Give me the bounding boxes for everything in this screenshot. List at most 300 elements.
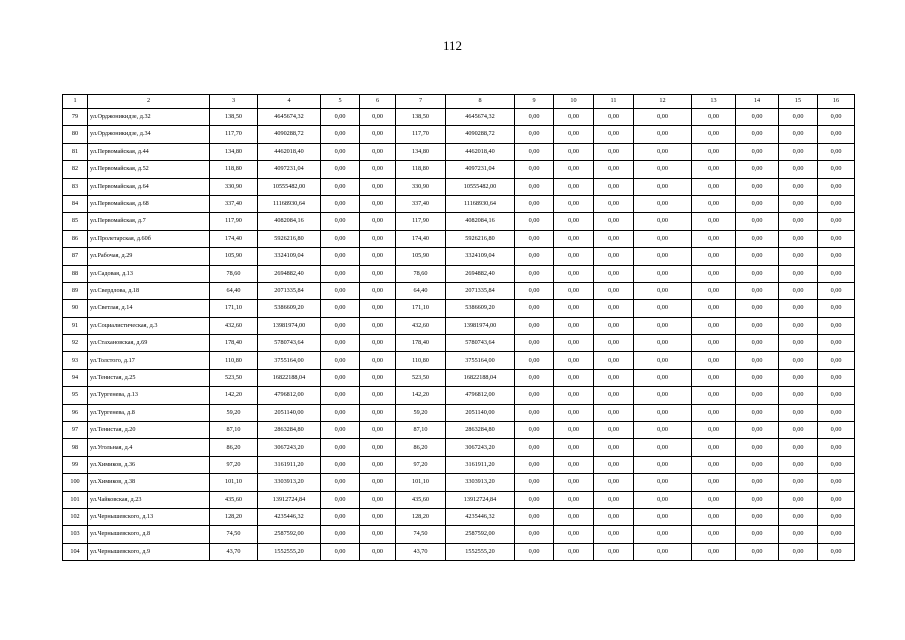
- table-cell: 0,00: [554, 335, 594, 352]
- table-cell: 128,20: [396, 508, 446, 525]
- table-cell: 0,00: [634, 282, 692, 299]
- table-cell: 0,00: [321, 456, 360, 473]
- table-cell: 0,00: [360, 404, 396, 421]
- table-cell: 13912724,84: [446, 491, 515, 508]
- table-cell: 0,00: [634, 439, 692, 456]
- table-cell: 0,00: [692, 213, 736, 230]
- table-row: [63, 126, 855, 143]
- table-cell: 0,00: [594, 143, 634, 160]
- table-cell: 92: [63, 335, 88, 352]
- column-header: 9: [515, 95, 554, 109]
- table-cell: 91: [63, 317, 88, 334]
- table-cell: 4462018,40: [446, 143, 515, 160]
- table-cell: 59,20: [396, 404, 446, 421]
- address-cell: ул.Химиков, д.38: [88, 474, 210, 491]
- address-cell: ул.Чернышевского, д.13: [88, 508, 210, 525]
- table-cell: 4462018,40: [258, 143, 321, 160]
- address-cell: ул.Чернышевского, д.8: [88, 526, 210, 543]
- table-cell: 0,00: [594, 126, 634, 143]
- table-cell: 0,00: [736, 456, 779, 473]
- table-row: [63, 161, 855, 178]
- address-cell: ул.Садовая, д.13: [88, 265, 210, 282]
- table-cell: 3303913,20: [446, 474, 515, 491]
- table-cell: 0,00: [736, 404, 779, 421]
- table-cell: 0,00: [515, 126, 554, 143]
- table-cell: 0,00: [692, 422, 736, 439]
- table-cell: 174,40: [210, 230, 258, 247]
- table-cell: 2071335,84: [258, 282, 321, 299]
- table-cell: 178,40: [396, 335, 446, 352]
- table-cell: 86,20: [396, 439, 446, 456]
- table-cell: 0,00: [779, 422, 818, 439]
- table-cell: 0,00: [692, 300, 736, 317]
- address-cell: ул.Тенистая, д.25: [88, 369, 210, 386]
- table-cell: 0,00: [634, 300, 692, 317]
- table-cell: 0,00: [818, 526, 855, 543]
- table-cell: 4090288,72: [446, 126, 515, 143]
- table-cell: 0,00: [779, 109, 818, 126]
- column-header: 7: [396, 95, 446, 109]
- table-cell: 0,00: [594, 474, 634, 491]
- table-cell: 0,00: [692, 126, 736, 143]
- table-cell: 0,00: [594, 317, 634, 334]
- table-cell: 78,60: [210, 265, 258, 282]
- table-cell: 0,00: [515, 439, 554, 456]
- table-cell: 0,00: [736, 126, 779, 143]
- table-cell: 0,00: [736, 422, 779, 439]
- table-cell: 0,00: [360, 213, 396, 230]
- table-cell: 0,00: [360, 161, 396, 178]
- table-cell: 0,00: [736, 300, 779, 317]
- table-cell: 3303913,20: [258, 474, 321, 491]
- table-cell: 142,20: [396, 387, 446, 404]
- address-cell: ул.Первомайская, д.52: [88, 161, 210, 178]
- column-header: 14: [736, 95, 779, 109]
- table-cell: 0,00: [736, 474, 779, 491]
- table-cell: 0,00: [321, 178, 360, 195]
- table-cell: 96: [63, 404, 88, 421]
- table-cell: 0,00: [692, 195, 736, 212]
- table-cell: 0,00: [818, 109, 855, 126]
- table-cell: 13981974,00: [258, 317, 321, 334]
- table-cell: 0,00: [515, 178, 554, 195]
- table-cell: 0,00: [594, 213, 634, 230]
- table-cell: 0,00: [736, 369, 779, 386]
- table-cell: 110,80: [210, 352, 258, 369]
- table-cell: 0,00: [818, 369, 855, 386]
- table-cell: 0,00: [818, 387, 855, 404]
- table-cell: 0,00: [736, 526, 779, 543]
- table-row: [63, 491, 855, 508]
- table-row: [63, 143, 855, 160]
- table-cell: 0,00: [634, 369, 692, 386]
- table-cell: 0,00: [554, 543, 594, 560]
- table-cell: 0,00: [360, 178, 396, 195]
- table-cell: 0,00: [594, 543, 634, 560]
- table-cell: 0,00: [736, 543, 779, 560]
- table-cell: 0,00: [736, 109, 779, 126]
- table-cell: 0,00: [321, 143, 360, 160]
- table-cell: 0,00: [360, 508, 396, 525]
- address-cell: ул.Чайковская, д.23: [88, 491, 210, 508]
- table-cell: 0,00: [321, 526, 360, 543]
- table-cell: 13912724,84: [258, 491, 321, 508]
- column-header: 3: [210, 95, 258, 109]
- table-cell: 134,80: [396, 143, 446, 160]
- table-row: [63, 439, 855, 456]
- column-header: 11: [594, 95, 634, 109]
- table-cell: 82: [63, 161, 88, 178]
- table-cell: 0,00: [692, 491, 736, 508]
- table-cell: 0,00: [818, 474, 855, 491]
- table-cell: 101,10: [210, 474, 258, 491]
- table-cell: 0,00: [321, 404, 360, 421]
- table-cell: 0,00: [634, 352, 692, 369]
- table-cell: 0,00: [818, 335, 855, 352]
- table-cell: 0,00: [736, 265, 779, 282]
- table-cell: 0,00: [818, 230, 855, 247]
- table-cell: 0,00: [692, 369, 736, 386]
- table-cell: 523,50: [210, 369, 258, 386]
- table-cell: 0,00: [594, 265, 634, 282]
- table-cell: 0,00: [554, 248, 594, 265]
- table-cell: 138,50: [396, 109, 446, 126]
- address-cell: ул.Стахановская, д.69: [88, 335, 210, 352]
- table-cell: 0,00: [779, 282, 818, 299]
- table-cell: 0,00: [360, 474, 396, 491]
- table-cell: 0,00: [779, 335, 818, 352]
- table-cell: 87: [63, 248, 88, 265]
- table-cell: 43,70: [396, 543, 446, 560]
- table-cell: 87,10: [396, 422, 446, 439]
- table-row: [63, 404, 855, 421]
- table-cell: 0,00: [554, 456, 594, 473]
- table-cell: 86: [63, 230, 88, 247]
- table-cell: 0,00: [634, 526, 692, 543]
- table-cell: 117,70: [210, 126, 258, 143]
- table-cell: 0,00: [818, 213, 855, 230]
- table-cell: 0,00: [554, 439, 594, 456]
- table-cell: 110,80: [396, 352, 446, 369]
- table-row: [63, 508, 855, 525]
- table-cell: 0,00: [779, 143, 818, 160]
- table-cell: 0,00: [634, 508, 692, 525]
- address-cell: ул.Пролетарская, д.60б: [88, 230, 210, 247]
- table-row: [63, 352, 855, 369]
- table-cell: 0,00: [818, 422, 855, 439]
- table-cell: 0,00: [321, 508, 360, 525]
- table-cell: 0,00: [360, 126, 396, 143]
- table-cell: 10555482,00: [446, 178, 515, 195]
- column-header: 1: [63, 95, 88, 109]
- table-cell: 432,60: [396, 317, 446, 334]
- table-cell: 0,00: [321, 352, 360, 369]
- table-cell: 0,00: [779, 317, 818, 334]
- table-cell: 118,80: [396, 161, 446, 178]
- table-cell: 3161911,20: [446, 456, 515, 473]
- address-cell: ул.Толстого, д.17: [88, 352, 210, 369]
- table-cell: 0,00: [779, 491, 818, 508]
- table-cell: 4796812,00: [258, 387, 321, 404]
- table-cell: 0,00: [360, 265, 396, 282]
- address-cell: ул.Тенистая, д.20: [88, 422, 210, 439]
- table-cell: 0,00: [692, 404, 736, 421]
- table-cell: 3324109,04: [446, 248, 515, 265]
- table-row: [63, 317, 855, 334]
- table-cell: 0,00: [692, 526, 736, 543]
- table-cell: 0,00: [779, 387, 818, 404]
- table-cell: 0,00: [515, 230, 554, 247]
- address-cell: ул.Чернышевского, д.9: [88, 543, 210, 560]
- table-cell: 0,00: [515, 317, 554, 334]
- table-cell: 0,00: [692, 265, 736, 282]
- table-cell: 0,00: [554, 126, 594, 143]
- table-cell: 0,00: [554, 265, 594, 282]
- table-cell: 102: [63, 508, 88, 525]
- table-row: [63, 543, 855, 560]
- table-cell: 0,00: [818, 543, 855, 560]
- table-cell: 0,00: [818, 143, 855, 160]
- table-cell: 0,00: [692, 109, 736, 126]
- table-cell: 0,00: [692, 474, 736, 491]
- table-cell: 16822188,04: [446, 369, 515, 386]
- table-cell: 0,00: [594, 422, 634, 439]
- table-cell: 4645674,32: [258, 109, 321, 126]
- table-cell: 88: [63, 265, 88, 282]
- table-cell: 0,00: [779, 456, 818, 473]
- table-cell: 0,00: [360, 526, 396, 543]
- table-cell: 0,00: [360, 387, 396, 404]
- table-cell: 0,00: [779, 439, 818, 456]
- table-row: [63, 369, 855, 386]
- table-cell: 0,00: [594, 491, 634, 508]
- table-cell: 0,00: [321, 474, 360, 491]
- table-row: [63, 195, 855, 212]
- table-cell: 0,00: [554, 195, 594, 212]
- table-cell: 0,00: [554, 369, 594, 386]
- table-cell: 0,00: [360, 317, 396, 334]
- table-cell: 0,00: [321, 230, 360, 247]
- table-cell: 0,00: [515, 491, 554, 508]
- table-cell: 0,00: [321, 282, 360, 299]
- table-cell: 0,00: [634, 195, 692, 212]
- table-cell: 0,00: [779, 300, 818, 317]
- table-cell: 4097231,04: [258, 161, 321, 178]
- table-cell: 4090288,72: [258, 126, 321, 143]
- table-cell: 0,00: [779, 178, 818, 195]
- address-cell: ул.Тургенева, д.8: [88, 404, 210, 421]
- table-cell: 97,20: [210, 456, 258, 473]
- table-cell: 0,00: [594, 352, 634, 369]
- table-cell: 4796812,00: [446, 387, 515, 404]
- table-cell: 0,00: [779, 248, 818, 265]
- table-cell: 0,00: [634, 491, 692, 508]
- table-cell: 0,00: [321, 439, 360, 456]
- table-cell: 0,00: [634, 213, 692, 230]
- address-cell: ул.Первомайская, д.68: [88, 195, 210, 212]
- table-cell: 0,00: [779, 543, 818, 560]
- table-cell: 0,00: [818, 248, 855, 265]
- table-cell: 78,60: [396, 265, 446, 282]
- table-cell: 0,00: [515, 369, 554, 386]
- table-cell: 0,00: [634, 265, 692, 282]
- table-row: [63, 456, 855, 473]
- table-cell: 0,00: [692, 543, 736, 560]
- table-cell: 171,10: [210, 300, 258, 317]
- table-cell: 0,00: [321, 213, 360, 230]
- table-cell: 0,00: [779, 404, 818, 421]
- table-cell: 0,00: [594, 508, 634, 525]
- table-cell: 3324109,04: [258, 248, 321, 265]
- table-cell: 5926216,80: [258, 230, 321, 247]
- table-cell: 117,90: [210, 213, 258, 230]
- table-cell: 0,00: [779, 195, 818, 212]
- table-cell: 0,00: [515, 265, 554, 282]
- table-cell: 0,00: [594, 230, 634, 247]
- table-cell: 0,00: [554, 161, 594, 178]
- table-cell: 94: [63, 369, 88, 386]
- table-cell: 330,90: [396, 178, 446, 195]
- table-cell: 64,40: [210, 282, 258, 299]
- table-cell: 0,00: [779, 474, 818, 491]
- table-cell: 84: [63, 195, 88, 212]
- table-cell: 0,00: [321, 387, 360, 404]
- table-cell: 87,10: [210, 422, 258, 439]
- table-cell: 43,70: [210, 543, 258, 560]
- table-cell: 0,00: [818, 404, 855, 421]
- table-cell: 0,00: [779, 213, 818, 230]
- table-cell: 337,40: [396, 195, 446, 212]
- table-cell: 0,00: [779, 230, 818, 247]
- table-cell: 0,00: [594, 526, 634, 543]
- column-header: 2: [88, 95, 210, 109]
- table-cell: 0,00: [554, 178, 594, 195]
- table-cell: 4645674,32: [446, 109, 515, 126]
- table-row: [63, 300, 855, 317]
- table-cell: 0,00: [515, 335, 554, 352]
- table-row: [63, 282, 855, 299]
- table-cell: 0,00: [321, 369, 360, 386]
- table-cell: 0,00: [515, 282, 554, 299]
- table-cell: 0,00: [554, 491, 594, 508]
- table-cell: 0,00: [779, 161, 818, 178]
- column-header: 5: [321, 95, 360, 109]
- table-cell: 0,00: [360, 369, 396, 386]
- table-cell: 105,90: [396, 248, 446, 265]
- table-cell: 85: [63, 213, 88, 230]
- address-cell: ул.Тургенева, д.13: [88, 387, 210, 404]
- table-cell: 101,10: [396, 474, 446, 491]
- table-cell: 0,00: [360, 248, 396, 265]
- table-cell: 2071335,84: [446, 282, 515, 299]
- table-cell: 0,00: [554, 422, 594, 439]
- table-cell: 0,00: [818, 195, 855, 212]
- table-cell: 16822188,04: [258, 369, 321, 386]
- table-cell: 0,00: [554, 143, 594, 160]
- table-cell: 435,60: [396, 491, 446, 508]
- table-cell: 0,00: [594, 335, 634, 352]
- table-cell: 64,40: [396, 282, 446, 299]
- table-row: [63, 335, 855, 352]
- table-cell: 99: [63, 456, 88, 473]
- table-cell: 0,00: [634, 404, 692, 421]
- table-cell: 100: [63, 474, 88, 491]
- table-cell: 337,40: [210, 195, 258, 212]
- table-cell: 0,00: [515, 422, 554, 439]
- table-cell: 0,00: [736, 491, 779, 508]
- table-cell: 0,00: [818, 491, 855, 508]
- table-cell: 74,50: [210, 526, 258, 543]
- table-cell: 0,00: [515, 474, 554, 491]
- table-cell: 0,00: [594, 248, 634, 265]
- table-cell: 0,00: [692, 317, 736, 334]
- column-header: 6: [360, 95, 396, 109]
- table-cell: 3067243,20: [258, 439, 321, 456]
- table-cell: 0,00: [692, 161, 736, 178]
- table-cell: 0,00: [321, 300, 360, 317]
- column-header: 10: [554, 95, 594, 109]
- table-cell: 0,00: [554, 387, 594, 404]
- table-cell: 0,00: [736, 439, 779, 456]
- table-cell: 83: [63, 178, 88, 195]
- table-cell: 0,00: [515, 213, 554, 230]
- table-row: [63, 213, 855, 230]
- table-cell: 0,00: [818, 126, 855, 143]
- table-cell: 0,00: [736, 143, 779, 160]
- table-cell: 0,00: [634, 456, 692, 473]
- address-cell: ул.Свердлова, д.18: [88, 282, 210, 299]
- table-cell: 0,00: [818, 178, 855, 195]
- table-cell: 0,00: [360, 143, 396, 160]
- table-cell: 0,00: [818, 317, 855, 334]
- table-cell: 0,00: [360, 300, 396, 317]
- table-cell: 2694882,40: [258, 265, 321, 282]
- table-cell: 0,00: [594, 387, 634, 404]
- table-cell: 0,00: [692, 248, 736, 265]
- table-cell: 0,00: [818, 265, 855, 282]
- table-cell: 0,00: [321, 126, 360, 143]
- address-cell: ул.Угольная, д.4: [88, 439, 210, 456]
- table-cell: 0,00: [554, 474, 594, 491]
- table-cell: 0,00: [321, 161, 360, 178]
- table-cell: 0,00: [818, 282, 855, 299]
- table-cell: 13981974,00: [446, 317, 515, 334]
- table-cell: 59,20: [210, 404, 258, 421]
- table-cell: 0,00: [360, 230, 396, 247]
- table-cell: 1552555,20: [258, 543, 321, 560]
- table-cell: 0,00: [692, 352, 736, 369]
- table-cell: 0,00: [554, 526, 594, 543]
- table-cell: 0,00: [634, 387, 692, 404]
- table-cell: 4082084,16: [446, 213, 515, 230]
- table-cell: 0,00: [736, 317, 779, 334]
- table-cell: 0,00: [736, 282, 779, 299]
- table-cell: 0,00: [515, 109, 554, 126]
- table-cell: 0,00: [779, 508, 818, 525]
- table-cell: 0,00: [736, 335, 779, 352]
- table-cell: 0,00: [779, 126, 818, 143]
- table-cell: 80: [63, 126, 88, 143]
- table-cell: 0,00: [634, 335, 692, 352]
- table-cell: 0,00: [818, 508, 855, 525]
- table-cell: 0,00: [594, 109, 634, 126]
- table-cell: 0,00: [692, 335, 736, 352]
- table-cell: 0,00: [634, 317, 692, 334]
- table-cell: 2587592,00: [446, 526, 515, 543]
- table-cell: 0,00: [634, 143, 692, 160]
- table-row: [63, 248, 855, 265]
- table-cell: 97: [63, 422, 88, 439]
